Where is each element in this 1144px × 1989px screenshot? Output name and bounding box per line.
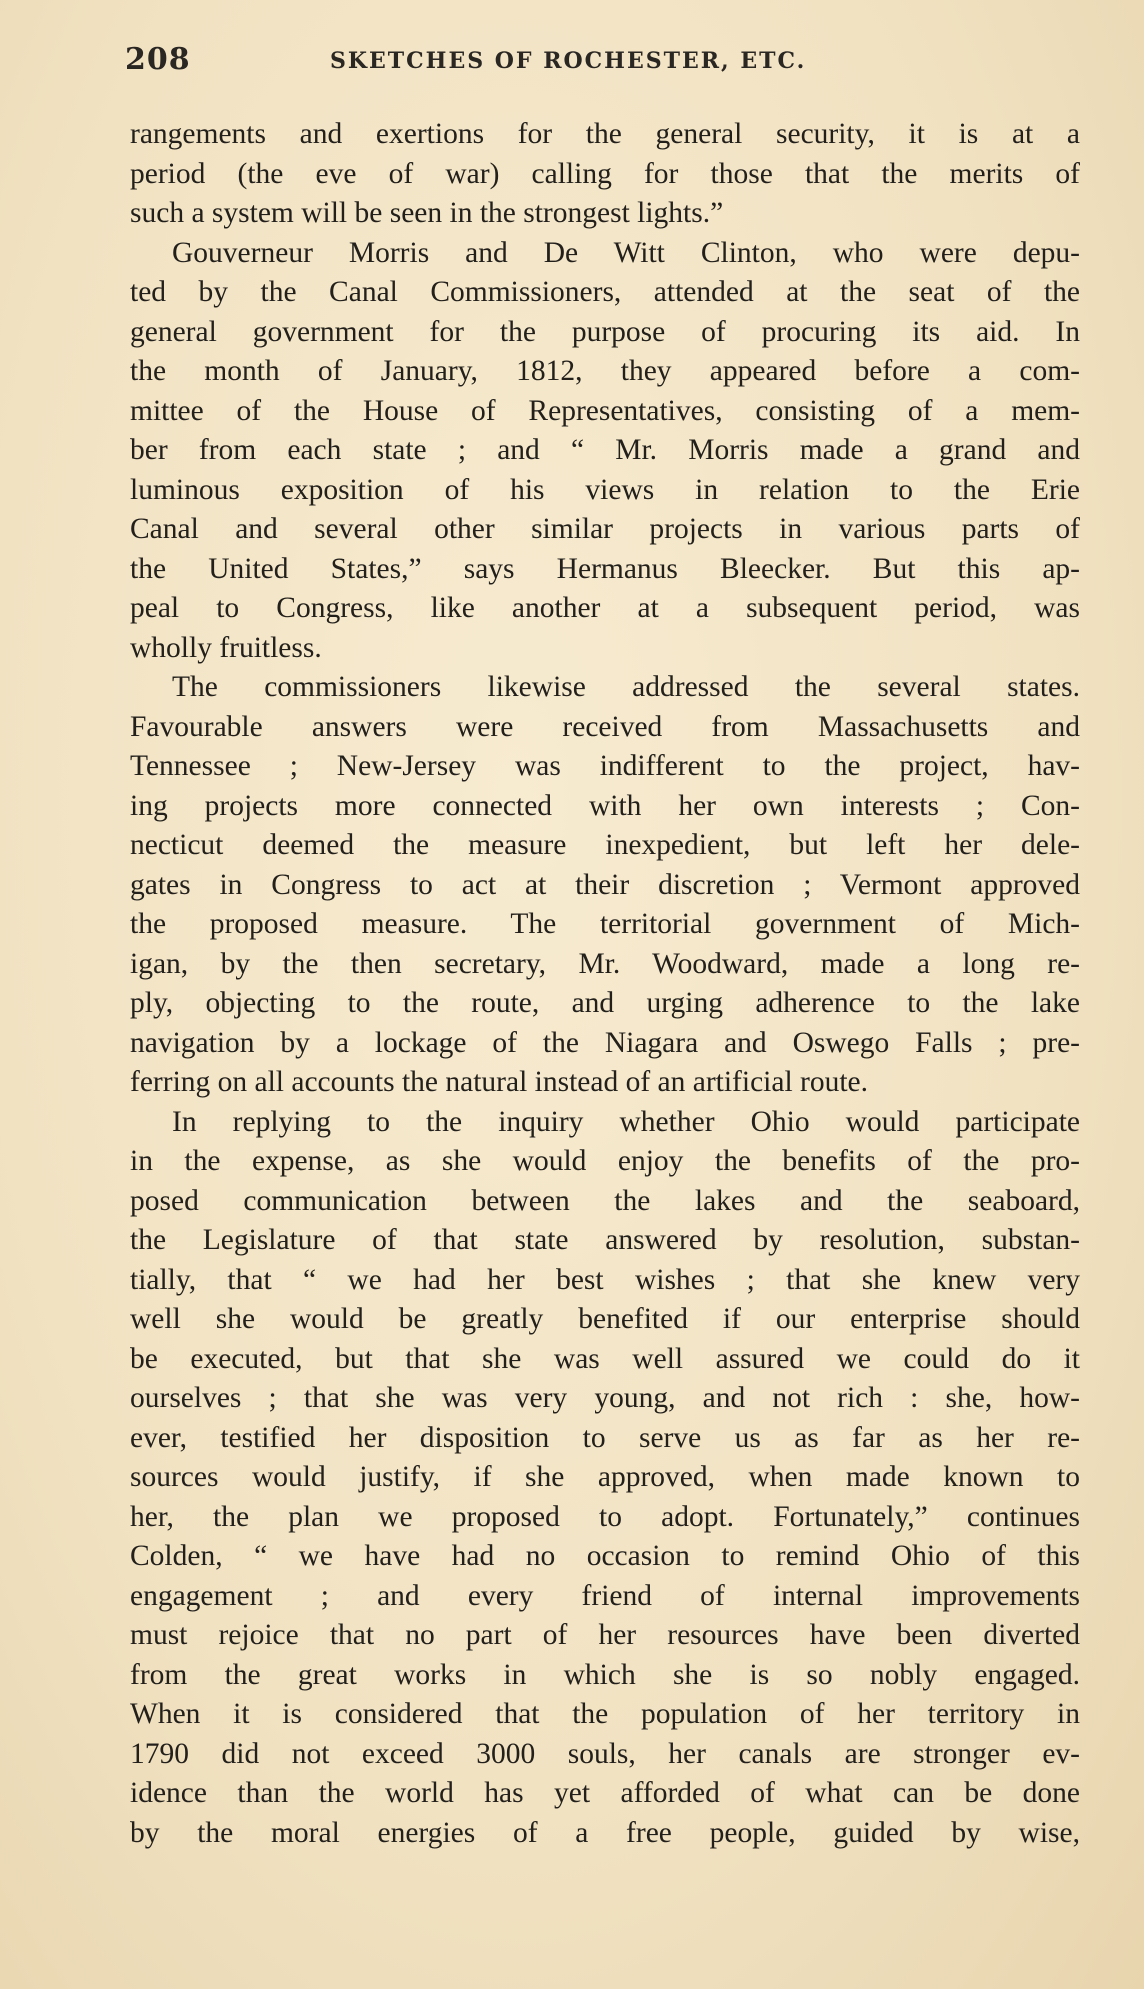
text-line: idence than the world has yet afforded of what can be done <box>130 1777 1080 1809</box>
text-line: tially, that “ we had her best wishes ; that she knew very <box>130 1263 1080 1296</box>
text-line: ing projects more connected with her own interests ; Con- <box>130 789 1080 822</box>
page-number: 208 <box>125 42 191 77</box>
page-header <box>125 42 985 82</box>
text-line: ted by the Canal Commissioners, attended at the seat of the <box>130 276 1080 308</box>
text-line: mittee of the House of Representatives, consisting of a mem- <box>130 394 1080 427</box>
text-line: such a system will be seen in the strongest lights.” <box>130 197 724 229</box>
text-line: gates in Congress to act at their discretion ; Vermont approved <box>130 868 1080 901</box>
text-line: the proposed measure. The territorial government of Mich- <box>130 908 1080 940</box>
text-line: engagement ; and every friend of internal improvements <box>130 1579 1080 1612</box>
text-line: in the expense, as she would enjoy the benefits of the pro- <box>130 1145 1080 1177</box>
text-line: ferring on all accounts the natural instead of an artificial route. <box>130 1066 869 1098</box>
text-line: igan, by the then secretary, Mr. Woodward, made a long re- <box>130 947 1080 980</box>
text-line: The commissioners likewise addressed the several states. <box>172 671 1080 703</box>
text-line: In replying to the inquiry whether Ohio would participate <box>172 1105 1080 1138</box>
text-line: Favourable answers were received from Massachusetts and <box>130 710 1080 743</box>
text-line: posed communication between the lakes and the seaboard, <box>130 1184 1080 1217</box>
text-line: must rejoice that no part of her resources have been diverted <box>130 1619 1080 1651</box>
text-line: ber from each state ; and “ Mr. Morris made a grand and <box>130 434 1080 466</box>
text-line: well she would be greatly benefited if our enterprise should <box>130 1303 1080 1335</box>
body-text <box>130 115 1080 1853</box>
running-head: SKETCHES OF ROCHESTER, ETC. <box>330 48 807 74</box>
text-line: general government for the purpose of procuring its aid. In <box>130 315 1080 348</box>
text-line: sources would justify, if she approved, when made known to <box>130 1461 1080 1493</box>
text-line: period (the eve of war) calling for those that the merits of <box>130 157 1080 190</box>
text-line: Colden, “ we have had no occasion to remind Ohio of this <box>130 1540 1080 1572</box>
text-line: 1790 did not exceed 3000 souls, her canals are stronger ev- <box>130 1737 1080 1770</box>
text-line: Tennessee ; New-Jersey was indifferent to the project, hav- <box>130 750 1080 782</box>
text-line: When it is considered that the population of her territory in <box>130 1698 1080 1730</box>
text-line: luminous exposition of his views in relation to the Erie <box>130 473 1080 506</box>
text-line: rangements and exertions for the general security, it is at a <box>130 118 1080 150</box>
text-line: ply, objecting to the route, and urging adherence to the lake <box>130 987 1080 1019</box>
text-line: Canal and several other similar projects in various parts of <box>130 513 1080 545</box>
text-line: be executed, but that she was well assured we could do it <box>130 1342 1080 1375</box>
text-line: navigation by a lockage of the Niagara and Oswego Falls ; pre- <box>130 1026 1080 1059</box>
text-line: ever, testified her disposition to serve us as far as her re- <box>130 1421 1080 1454</box>
text-line: the Legislature of that state answered by resolution, substan- <box>130 1224 1080 1256</box>
text-line: her, the plan we proposed to adopt. Fortunately,” continues <box>130 1500 1080 1533</box>
text-line: the month of January, 1812, they appeared before a com- <box>130 355 1080 387</box>
text-line: peal to Congress, like another at a subsequent period, was <box>130 592 1080 624</box>
text-line: from the great works in which she is so nobly engaged. <box>130 1658 1080 1691</box>
text-line: the United States,” says Hermanus Bleecker. But this ap- <box>130 552 1080 585</box>
text-line: ourselves ; that she was very young, and not rich : she, how- <box>130 1382 1080 1414</box>
text-line: necticut deemed the measure inexpedient, but left her dele- <box>130 829 1080 861</box>
text-line: by the moral energies of a free people, guided by wise, <box>130 1816 1080 1849</box>
text-line: Gouverneur Morris and De Witt Clinton, who were depu- <box>172 236 1080 269</box>
text-line: wholly fruitless. <box>130 631 322 664</box>
